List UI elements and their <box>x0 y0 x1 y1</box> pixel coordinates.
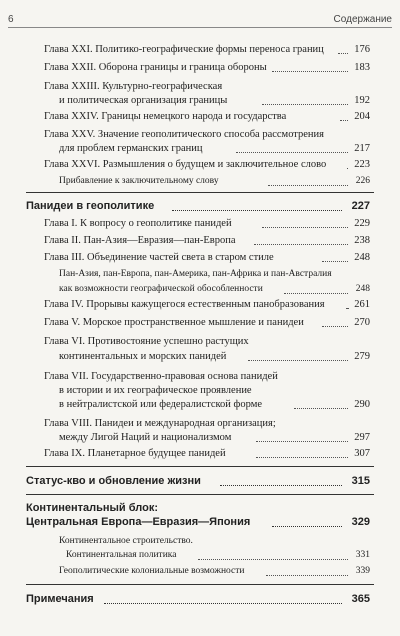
page-number: 6 <box>8 14 14 25</box>
entry-page: 238 <box>354 235 370 246</box>
leader-dots <box>248 360 348 361</box>
toc-entry <box>0 251 400 264</box>
entry-page: 204 <box>354 111 370 122</box>
toc-entry <box>0 298 400 311</box>
toc-entry <box>0 316 400 329</box>
toc-entry <box>0 535 400 548</box>
section-title: Континентальный блок: <box>26 502 158 514</box>
entry-page: 279 <box>354 351 370 362</box>
leader-dots <box>322 261 348 262</box>
section-divider <box>26 494 374 495</box>
section-title: Центральная Европа—Евразия—Япония <box>26 516 251 528</box>
toc-section <box>26 474 374 488</box>
entry-title: Глава XXI. Политико-географические формы переноса границ <box>44 44 324 55</box>
toc-entry <box>0 370 400 383</box>
toc-entry-continued <box>0 142 400 155</box>
section-title: Примечания <box>26 593 94 605</box>
entry-page: 270 <box>354 317 370 328</box>
entry-title: Глава IV. Прорывы кажущегося естественным панобразования <box>44 299 325 310</box>
leader-dots <box>272 71 348 72</box>
leader-dots <box>340 120 348 121</box>
section-divider <box>26 584 374 585</box>
entry-page: 183 <box>354 62 370 73</box>
leader-dots <box>338 53 348 54</box>
toc-section <box>26 592 374 606</box>
entry-title: Континентальное строительство. <box>59 536 193 546</box>
toc-section <box>26 199 374 213</box>
leader-dots <box>284 293 348 294</box>
section-page: 365 <box>351 593 370 605</box>
toc-entry-continued <box>0 549 400 562</box>
entry-title: Глава VIII. Панидеи и международная организация; <box>44 418 276 429</box>
entry-page: 339 <box>355 566 370 576</box>
entry-title: Глава VI. Противостояние успешно растущих <box>44 336 249 347</box>
entry-page: 307 <box>354 448 370 459</box>
header-rule <box>8 27 392 28</box>
leader-dots <box>272 526 342 527</box>
leader-dots <box>198 559 348 560</box>
toc-entry <box>0 447 400 460</box>
toc-entry-continued <box>0 398 400 411</box>
toc-entry <box>0 110 400 123</box>
toc-entry <box>0 217 400 230</box>
entry-title: и политическая организация границы <box>59 95 228 106</box>
toc-entry <box>0 565 400 578</box>
entry-title: между Лигой Наций и национализмом <box>59 432 232 443</box>
entry-title: Глава XXIV. Границы немецкого народа и государства <box>44 111 287 122</box>
entry-title: Геополитические колониальные возможности <box>59 566 245 576</box>
section-divider <box>26 192 374 193</box>
running-header: Содержание <box>333 14 392 25</box>
entry-page: 331 <box>355 550 370 560</box>
entry-title: Глава III. Объединение частей света в старом стиле <box>44 252 274 263</box>
leader-dots <box>256 457 348 458</box>
toc-section <box>26 501 374 515</box>
entry-title: Глава V. Морское пространственное мышление и панидеи <box>44 317 304 328</box>
section-divider <box>26 466 374 467</box>
section-page: 315 <box>351 475 370 487</box>
entry-page: 176 <box>354 44 370 55</box>
entry-title: континентальных и морских панидей <box>59 351 227 362</box>
section-page: 329 <box>351 516 370 528</box>
leader-dots <box>236 152 348 153</box>
toc-entry-continued <box>0 283 400 296</box>
entry-title: Пан-Азия, пан-Европа, пан-Америка, пан-Африка и пан-Австралия <box>59 269 332 279</box>
section-page: 227 <box>351 200 370 212</box>
toc-entry <box>0 80 400 93</box>
entry-title: Глава XXIII. Культурно-географическая <box>44 81 223 92</box>
leader-dots <box>262 227 348 228</box>
entry-title: как возможности географической обособленности <box>59 284 263 294</box>
entry-title: Глава I. К вопросу о геополитике панидей <box>44 218 232 229</box>
entry-page: 229 <box>354 218 370 229</box>
toc-entry <box>0 43 400 56</box>
entry-page: 290 <box>354 399 370 410</box>
leader-dots <box>266 575 348 576</box>
entry-title: для проблем германских границ <box>59 143 203 154</box>
toc-section-continued <box>26 515 374 529</box>
entry-title: Глава XXV. Значение геополитического способа рассмотрения <box>44 129 325 140</box>
entry-page: 223 <box>354 159 370 170</box>
toc-entry <box>0 335 400 348</box>
entry-page: 297 <box>354 432 370 443</box>
entry-page: 192 <box>354 95 370 106</box>
entry-title: Глава XXII. Оборона границы и граница обороны <box>44 62 267 73</box>
toc-entry-continued <box>0 94 400 107</box>
toc-entry <box>0 128 400 141</box>
toc-entry <box>0 61 400 74</box>
entry-title: Глава VII. Государственно-правовая основа панидей <box>44 371 278 382</box>
leader-dots <box>172 210 342 211</box>
entry-title: Глава XXVI. Размышления о будущем и заключительное слово <box>44 159 327 170</box>
entry-title: Глава II. Пан-Азия—Евразия—пан-Европа <box>44 235 236 246</box>
toc-entry <box>0 417 400 430</box>
toc-entry <box>0 158 400 171</box>
leader-dots <box>347 168 348 169</box>
toc-entry-continued <box>0 350 400 363</box>
toc-entry <box>0 234 400 247</box>
leader-dots <box>220 485 342 486</box>
entry-title: в нейтралистской или федералистской форме <box>59 399 263 410</box>
toc-entry <box>0 268 400 281</box>
section-title: Статус-кво и обновление жизни <box>26 475 201 487</box>
leader-dots <box>346 308 348 309</box>
toc-entry <box>0 175 400 188</box>
entry-title: в истории и их географическое проявление <box>59 385 252 396</box>
leader-dots <box>294 408 348 409</box>
toc-entry-continued <box>0 431 400 444</box>
leader-dots <box>322 326 348 327</box>
entry-page: 261 <box>354 299 370 310</box>
section-title: Панидеи в геополитике <box>26 200 155 212</box>
leader-dots <box>268 185 348 186</box>
leader-dots <box>262 104 348 105</box>
entry-page: 217 <box>354 143 370 154</box>
entry-title: Глава IX. Планетарное будущее панидей <box>44 448 226 459</box>
entry-title: Континентальная политика <box>66 550 177 560</box>
entry-page: 226 <box>355 176 370 186</box>
toc-entry-continued <box>0 384 400 397</box>
entry-title: Прибавление к заключительному слову <box>59 176 219 186</box>
entry-page: 248 <box>354 252 370 263</box>
leader-dots <box>104 603 342 604</box>
leader-dots <box>254 244 348 245</box>
entry-page: 248 <box>355 284 370 294</box>
leader-dots <box>256 441 348 442</box>
